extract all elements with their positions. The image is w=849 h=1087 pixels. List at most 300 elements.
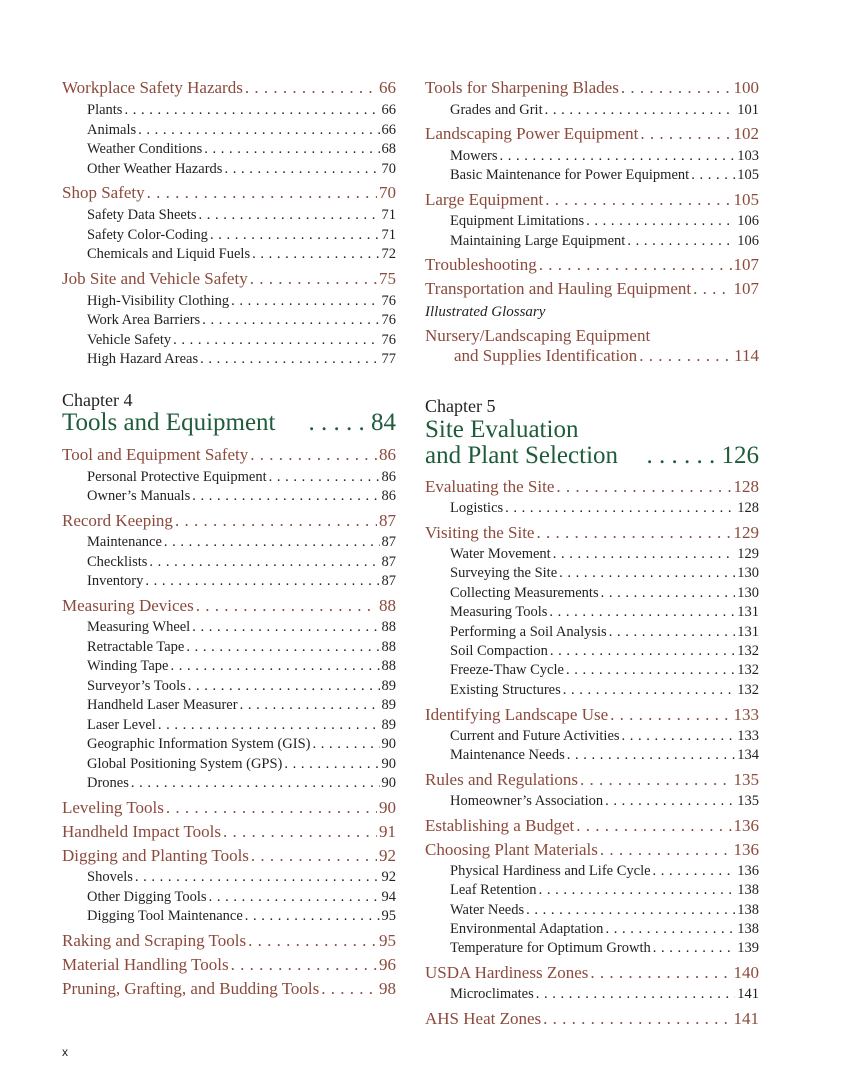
toc-entry-leader xyxy=(610,705,731,725)
toc-subentry xyxy=(87,869,396,886)
toc-entry-page: 141 xyxy=(733,1009,759,1029)
toc-entry-leader xyxy=(539,255,732,275)
toc-subentry-page: 87 xyxy=(381,534,396,550)
toc-subentry xyxy=(87,889,396,906)
toc-subentry-title: Homeowner’s Association xyxy=(450,792,604,809)
toc-subentry-leader xyxy=(204,141,379,158)
toc-subentry-title: Global Positioning System (GPS) xyxy=(87,755,283,772)
toc-subentry-leader xyxy=(186,639,379,656)
toc-subentry-leader xyxy=(192,619,379,636)
toc-subentry-title: Shovels xyxy=(87,869,133,885)
toc-subentry-title: Animals xyxy=(87,121,137,138)
toc-subentry-leader xyxy=(210,227,380,244)
toc-entry xyxy=(62,445,396,465)
toc-subentry-leader xyxy=(500,148,736,165)
chapter-page xyxy=(309,409,397,437)
toc-subentry xyxy=(87,312,396,329)
toc-subentry-leader xyxy=(209,889,380,906)
toc-subentry-title: Maintaining Large Equipment xyxy=(450,232,626,249)
toc-subentry-page: 88 xyxy=(381,658,396,674)
toc-entry xyxy=(425,705,759,725)
toc-entry xyxy=(425,963,759,983)
toc-subentry-title: Weather Conditions xyxy=(87,141,203,157)
toc-entry-page: 140 xyxy=(733,963,759,983)
toc-entry-title: Measuring Devices xyxy=(62,595,194,615)
toc-subentry-page: 76 xyxy=(381,331,396,348)
toc-entry-title: Record Keeping xyxy=(62,510,173,530)
toc-subentry-title: Safety Color-Coding xyxy=(87,226,208,243)
toc-entry-title: Digging and Planting Tools xyxy=(62,845,249,865)
toc-subentry-title: Work Area Barriers xyxy=(87,312,201,328)
toc-entry-title: Material Handling Tools xyxy=(62,954,229,974)
toc-subentry-title: Chemicals and Liquid Fuels xyxy=(87,246,251,262)
toc-entry-page: 87 xyxy=(379,510,396,530)
toc-entry xyxy=(62,269,396,289)
toc-subentry-title: Freeze-Thaw Cycle xyxy=(450,662,564,679)
toc-subentry-leader xyxy=(566,662,735,679)
toc-entry-page: 136 xyxy=(733,839,759,859)
toc-subentry-title: Leaf Retention xyxy=(450,882,537,899)
toc-entry-page: 88 xyxy=(379,595,396,615)
toc-subentry-page: 89 xyxy=(381,697,396,713)
toc-subentry-title: Collecting Measurements xyxy=(450,584,599,601)
toc-subentry-page: 131 xyxy=(737,623,759,640)
toc-subentry-title: Existing Structures xyxy=(450,681,561,698)
toc-entry-title: USDA Hardiness Zones xyxy=(425,963,589,983)
toc-entry-page: 70 xyxy=(379,183,396,202)
toc-entry-title: Identifying Landscape Use xyxy=(425,704,609,724)
toc-subentry-page: 130 xyxy=(737,584,759,601)
toc-entry-title: AHS Heat Zones xyxy=(425,1009,542,1029)
toc-subentry xyxy=(450,643,759,660)
toc-subentry-title: Water Movement xyxy=(450,545,551,562)
toc-entry-title: Landscaping Power Equipment xyxy=(425,124,639,143)
toc-entry xyxy=(425,279,759,299)
toc-subentry-title: Other Weather Hazards xyxy=(87,160,223,177)
toc-subentry-page: 89 xyxy=(381,677,396,694)
toc-subentry-page: 87 xyxy=(381,573,396,589)
glossary-title-line2-text: and Supplies Identification xyxy=(454,346,638,365)
toc-entry xyxy=(425,124,759,144)
toc-subentry-leader xyxy=(550,643,735,660)
toc-subentry-leader xyxy=(188,678,380,695)
chapter-title-line1-text: Site Evaluation xyxy=(425,416,579,443)
toc-subentry xyxy=(450,604,759,621)
toc-subentry-page: 136 xyxy=(737,862,759,879)
toc-entry-leader xyxy=(245,78,377,98)
toc-entry-leader xyxy=(621,78,732,98)
toc-subentry-leader xyxy=(269,469,380,486)
toc-subentry-page: 106 xyxy=(737,213,759,229)
toc-subentry-leader xyxy=(240,697,380,714)
toc-entry xyxy=(62,955,396,975)
toc-subentry-leader xyxy=(158,717,380,734)
toc-subentry-leader xyxy=(145,573,379,590)
chapter-page-number: 84 xyxy=(371,409,396,436)
toc-subentry-page: 135 xyxy=(737,792,759,809)
toc-entry-page: 98 xyxy=(379,978,396,998)
toc-entry xyxy=(62,846,396,866)
toc-subentry-leader xyxy=(605,793,735,810)
toc-subentry-title: Safety Data Sheets xyxy=(87,207,197,223)
toc-entry-leader xyxy=(543,1009,731,1029)
toc-subentry-page: 95 xyxy=(381,908,396,924)
toc-subentry-title: Measuring Wheel xyxy=(87,619,191,635)
toc-subentry xyxy=(450,940,759,957)
chapter-label: Chapter 5 xyxy=(425,396,496,416)
glossary-title-line2 xyxy=(454,346,759,366)
toc-subentry-title: Measuring Tools xyxy=(450,604,548,621)
toc-subentry xyxy=(87,554,396,571)
toc-entry xyxy=(425,816,759,836)
toc-subentry-page: 132 xyxy=(737,681,759,698)
toc-entry-title: Shop Safety xyxy=(62,183,145,202)
toc-subentry-leader xyxy=(539,882,736,899)
toc-entry-page: 92 xyxy=(379,845,396,865)
toc-subentry-title: Microclimates xyxy=(450,986,534,1003)
toc-entry-page: 90 xyxy=(379,797,396,817)
toc-entry-page: 107 xyxy=(733,255,759,274)
toc-subentry-leader xyxy=(124,102,379,119)
toc-entry-leader xyxy=(600,840,732,860)
toc-subentry-title: Inventory xyxy=(87,573,144,589)
toc-subentry xyxy=(87,534,396,551)
toc-subentry-page: 88 xyxy=(381,638,396,655)
toc-subentry xyxy=(87,246,396,263)
toc-subentry xyxy=(450,585,759,602)
toc-entry xyxy=(62,183,396,203)
toc-entry-leader xyxy=(536,523,731,543)
toc-subentry-leader xyxy=(131,775,380,792)
toc-subentry-page: 134 xyxy=(737,747,759,763)
toc-subentry-page: 77 xyxy=(381,351,396,367)
toc-subentry-title: Maintenance xyxy=(87,534,162,550)
toc-subentry-title: High-Visibility Clothing xyxy=(87,292,230,309)
chapter-title-line2-text: and Plant Selection xyxy=(425,442,619,469)
toc-subentry xyxy=(87,908,396,925)
chapter-label: Chapter 4 xyxy=(62,390,133,410)
toc-entry-leader xyxy=(166,798,377,818)
toc-entry xyxy=(62,931,396,951)
toc-subentry-title: Digging Tool Maintenance xyxy=(87,908,243,924)
chapter-title-text: Tools and Equipment xyxy=(62,409,276,436)
toc-subentry-title: Drones xyxy=(87,775,129,791)
toc-subentry xyxy=(450,233,759,250)
toc-subentry-leader xyxy=(691,167,735,184)
toc-entry-leader xyxy=(251,846,377,866)
toc-subentry-title: Handheld Laser Measurer xyxy=(87,697,238,713)
toc-subentry xyxy=(450,167,759,184)
toc-entry-leader xyxy=(248,931,377,951)
chapter-title-line2 xyxy=(425,442,759,470)
toc-subentry xyxy=(450,921,759,938)
toc-subentry-page: 132 xyxy=(737,642,759,659)
toc-subentry-leader xyxy=(199,207,380,224)
toc-subentry-leader xyxy=(622,728,736,745)
toc-subentry xyxy=(87,697,396,714)
toc-subentry-leader xyxy=(549,604,735,621)
toc-entry-title: Pruning, Grafting, and Budding Tools xyxy=(62,978,320,998)
toc-subentry-title: Basic Maintenance for Power Equipment xyxy=(450,167,690,183)
toc-entry-leader xyxy=(590,963,731,983)
toc-entry xyxy=(62,822,396,842)
toc-subentry xyxy=(87,351,396,368)
toc-subentry-title: Vehicle Safety xyxy=(87,331,172,348)
toc-entry-leader xyxy=(147,183,377,203)
toc-entry-title: Troubleshooting xyxy=(425,255,537,274)
toc-entry-leader xyxy=(693,279,731,299)
toc-subentry xyxy=(450,882,759,899)
toc-subentry-title: Winding Tape xyxy=(87,658,169,674)
toc-subentry xyxy=(87,227,396,244)
toc-entry-page: 75 xyxy=(379,268,396,288)
toc-subentry-page: 90 xyxy=(381,755,396,772)
toc-entry-title: Workplace Safety Hazards xyxy=(62,78,243,97)
toc-entry-title: Evaluating the Site xyxy=(425,477,555,496)
toc-subentry-leader xyxy=(231,293,379,310)
toc-entry-title: Establishing a Budget xyxy=(425,815,575,835)
toc-entry-title: Rules and Regulations xyxy=(425,769,578,789)
toc-subentry xyxy=(87,141,396,158)
toc-subentry xyxy=(450,793,759,810)
toc-entry-page: 102 xyxy=(733,124,759,143)
toc-subentry-title: Maintenance Needs xyxy=(450,747,565,763)
toc-subentry-leader xyxy=(563,682,735,699)
toc-subentry-leader xyxy=(526,902,735,919)
toc-subentry xyxy=(450,500,759,517)
toc-subentry-leader xyxy=(224,161,379,178)
toc-subentry-page: 103 xyxy=(737,147,759,164)
toc-entry-page: 95 xyxy=(379,930,396,950)
toc-subentry-page: 106 xyxy=(737,232,759,249)
toc-entry-title: Large Equipment xyxy=(425,189,544,209)
toc-subentry xyxy=(87,332,396,349)
toc-subentry-page: 76 xyxy=(381,292,396,309)
toc-entry-title: Job Site and Vehicle Safety xyxy=(62,268,248,288)
toc-subentry xyxy=(450,863,759,880)
toc-subentry-page: 94 xyxy=(381,888,396,905)
toc-subentry-title: Other Digging Tools xyxy=(87,888,207,905)
toc-subentry-page: 92 xyxy=(381,869,396,885)
toc-subentry-title: Logistics xyxy=(450,500,504,516)
toc-subentry-page: 138 xyxy=(737,901,759,918)
toc-subentry-page: 86 xyxy=(381,488,396,504)
toc-entry-page: 128 xyxy=(733,477,759,496)
toc-subentry-leader xyxy=(627,233,735,250)
toc-subentry-title: Equipment Limitations xyxy=(450,213,585,229)
glossary-title-line1-text: Nursery/Landscaping Equipment xyxy=(425,326,651,345)
toc-subentry-leader xyxy=(609,624,736,641)
toc-subentry-page: 87 xyxy=(381,553,396,570)
toc-entry xyxy=(425,840,759,860)
toc-subentry-page: 138 xyxy=(737,921,759,937)
toc-entry-page: 66 xyxy=(379,78,396,97)
toc-subentry xyxy=(450,986,759,1003)
toc-entry-leader xyxy=(196,596,377,616)
toc-entry-leader xyxy=(250,445,377,465)
toc-subentry xyxy=(450,213,759,230)
toc-subentry-leader xyxy=(171,658,380,675)
toc-subentry-page: 76 xyxy=(381,312,396,328)
toc-subentry xyxy=(87,736,396,753)
toc-subentry-title: Surveying the Site xyxy=(450,565,558,582)
toc-subentry-title: Environmental Adaptation xyxy=(450,921,604,937)
toc-entry-title: Visiting the Site xyxy=(425,522,535,542)
toc-subentry xyxy=(87,488,396,505)
toc-subentry-page: 130 xyxy=(737,565,759,582)
toc-subentry-leader xyxy=(545,102,736,119)
toc-entry-leader xyxy=(576,816,731,836)
chapter-dots: . . . . . . xyxy=(646,442,722,469)
toc-subentry-page: 90 xyxy=(381,775,396,791)
toc-subentry-page: 129 xyxy=(737,545,759,562)
toc-entry-title: Choosing Plant Materials xyxy=(425,839,598,859)
toc-subentry-page: 139 xyxy=(737,940,759,957)
toc-entry-page: 86 xyxy=(379,445,396,464)
chapter-page-number: 126 xyxy=(721,442,759,469)
toc-entry-title: Raking and Scraping Tools xyxy=(62,930,247,950)
toc-subentry-title: Owner’s Manuals xyxy=(87,488,191,504)
toc-entry xyxy=(425,1009,759,1029)
toc-subentry xyxy=(87,102,396,119)
toc-subentry-leader xyxy=(252,246,379,263)
toc-subentry-title: Retractable Tape xyxy=(87,638,185,655)
toc-subentry-page: 66 xyxy=(381,102,396,118)
toc-subentry-page: 89 xyxy=(381,716,396,733)
toc-subentry-page: 86 xyxy=(381,468,396,485)
toc-subentry-page: 105 xyxy=(737,167,759,183)
toc-entry xyxy=(62,78,396,98)
toc-subentry-page: 131 xyxy=(737,604,759,621)
toc-subentry-leader xyxy=(653,863,736,880)
toc-entry-page: 105 xyxy=(733,189,759,209)
toc-entry-title: Tools for Sharpening Blades xyxy=(425,78,619,97)
toc-subentry xyxy=(450,662,759,679)
toc-subentry-page: 101 xyxy=(737,101,759,118)
toc-subentry-leader xyxy=(313,736,380,753)
toc-subentry-title: Grades and Grit xyxy=(450,101,543,118)
toc-subentry-leader xyxy=(536,986,735,1003)
toc-subentry-title: Geographic Information System (GIS) xyxy=(87,736,311,752)
toc-subentry-title: Checklists xyxy=(87,553,148,570)
toc-subentry-page: 141 xyxy=(737,986,759,1003)
toc-subentry-title: Personal Protective Equipment xyxy=(87,468,267,485)
toc-entry xyxy=(62,511,396,531)
toc-subentry-leader xyxy=(135,869,380,886)
toc-subentry xyxy=(87,775,396,792)
toc-entry-page: 133 xyxy=(733,704,759,724)
toc-subentry-title: Performing a Soil Analysis xyxy=(450,623,607,640)
toc-subentry xyxy=(87,293,396,310)
toc-subentry-leader xyxy=(245,908,380,925)
toc-subentry xyxy=(87,756,396,773)
toc-subentry-title: Water Needs xyxy=(450,901,525,918)
toc-entry xyxy=(62,596,396,616)
toc-entry-leader xyxy=(250,269,377,289)
toc-entry xyxy=(425,477,759,497)
toc-entry-leader xyxy=(223,822,377,842)
toc-subentry-page: 68 xyxy=(381,141,396,157)
toc-entry xyxy=(425,523,759,543)
toc-subentry-page: 71 xyxy=(381,226,396,243)
toc-subentry-page: 128 xyxy=(737,500,759,516)
toc-subentry-leader xyxy=(553,546,736,563)
toc-subentry-title: Surveyor’s Tools xyxy=(87,677,186,694)
toc-subentry-leader xyxy=(284,756,379,773)
toc-entry-title: Transportation and Hauling Equipment xyxy=(425,278,692,298)
toc-subentry-page: 71 xyxy=(381,207,396,223)
toc-subentry xyxy=(450,546,759,563)
toc-subentry-leader xyxy=(601,585,736,602)
toc-subentry-page: 66 xyxy=(381,121,396,138)
toc-entry-title: Leveling Tools xyxy=(62,797,164,817)
toc-subentry-title: Temperature for Optimum Growth xyxy=(450,940,651,957)
toc-entry-page: 107 xyxy=(733,278,759,298)
toc-subentry-leader xyxy=(567,747,736,764)
toc-subentry-title: Physical Hardiness and Life Cycle xyxy=(450,862,651,879)
toc-subentry xyxy=(87,161,396,178)
toc-subentry-page: 132 xyxy=(737,662,759,679)
toc-subentry-title: Current and Future Activities xyxy=(450,727,620,744)
toc-subentry xyxy=(87,207,396,224)
chapter-dots: . . . . . xyxy=(308,409,371,436)
toc-subentry xyxy=(450,565,759,582)
toc-entry xyxy=(425,78,759,98)
toc-entry-leader xyxy=(545,190,731,210)
toc-subentry-leader xyxy=(173,332,379,349)
glossary-title-line1 xyxy=(425,326,759,346)
toc-subentry-page: 138 xyxy=(737,882,759,899)
toc-subentry xyxy=(450,102,759,119)
toc-subentry xyxy=(87,639,396,656)
toc-subentry-leader xyxy=(202,312,379,329)
toc-entry-page: 129 xyxy=(733,522,759,542)
toc-subentry-leader xyxy=(559,565,735,582)
toc-entry xyxy=(425,190,759,210)
toc-subentry xyxy=(450,728,759,745)
toc-subentry-title: Mowers xyxy=(450,147,498,164)
glossary-leader xyxy=(639,346,732,366)
toc-subentry-leader xyxy=(653,940,736,957)
toc-subentry-leader xyxy=(505,500,735,517)
toc-entry xyxy=(62,798,396,818)
toc-entry-title: Handheld Impact Tools xyxy=(62,821,222,841)
toc-entry-page: 91 xyxy=(379,821,396,841)
toc-entry-page: 100 xyxy=(733,78,759,97)
glossary-page: 114 xyxy=(734,346,759,365)
chapter-title-line1 xyxy=(425,416,759,444)
toc-subentry xyxy=(87,469,396,486)
toc-subentry-title: Laser Level xyxy=(87,716,156,733)
toc-subentry-leader xyxy=(586,213,735,230)
toc-subentry-page: 70 xyxy=(381,160,396,177)
toc-subentry xyxy=(450,747,759,764)
toc-subentry xyxy=(87,122,396,139)
toc-entry-leader xyxy=(175,511,377,531)
toc-subentry-leader xyxy=(164,534,380,551)
toc-subentry-leader xyxy=(200,351,379,368)
toc-subentry-title: Soil Compaction xyxy=(450,642,548,659)
toc-subentry xyxy=(450,624,759,641)
toc-subentry xyxy=(87,717,396,734)
toc-subentry-title: Plants xyxy=(87,102,123,118)
toc-subentry xyxy=(87,619,396,636)
toc-subentry xyxy=(450,148,759,165)
toc-subentry-title: High Hazard Areas xyxy=(87,351,199,367)
toc-subentry-leader xyxy=(149,554,379,571)
toc-entry-page: 96 xyxy=(379,954,396,974)
toc-entry-leader xyxy=(231,955,377,975)
